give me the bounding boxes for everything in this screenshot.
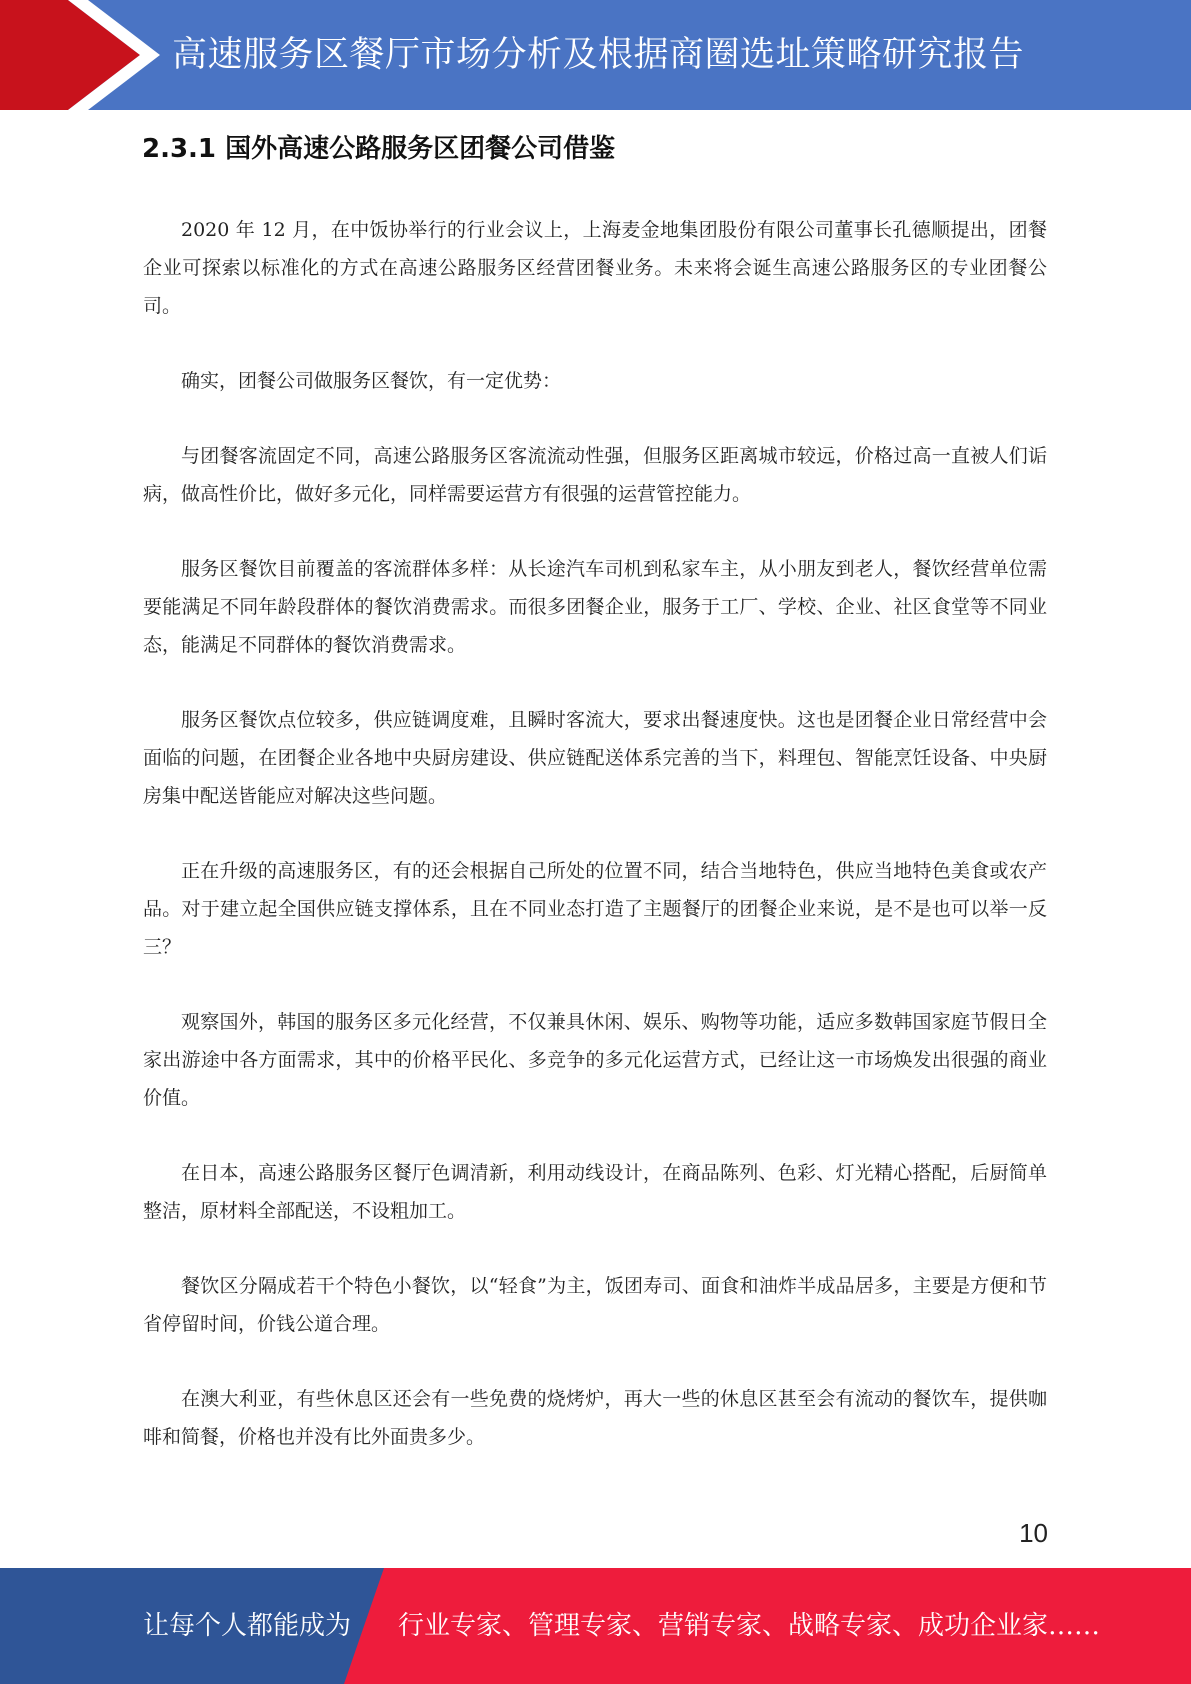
paragraph-8: 在日本，高速公路服务区餐厅色调清新，利用动线设计，在商品陈列、色彩、灯光精心搭配，后厨简单整洁，原材料全部配送，不设粗加工。 [143, 1162, 1047, 1222]
header-chevron-decoration [0, 0, 160, 110]
page-header [0, 0, 1191, 110]
paragraph-9: 餐饮区分隔成若干个特色小餐饮，以“轻食”为主，饭团寿司、面食和油炸半成品居多，主要是方便和节省停留时间，价钱公道合理。 [143, 1275, 1047, 1335]
paragraph-4: 服务区餐饮目前覆盖的客流群体多样：从长途汽车司机到私家车主，从小朋友到老人，餐饮经营单位需要能满足不同年龄段群体的餐饮消费需求。而很多团餐企业，服务于工厂、学校、企业、社区食堂等不同业态，能满足不同群体的餐饮消费需求。 [143, 558, 1047, 656]
header-title: 高速服务区餐厅市场分析及根据商圈选址策略研究报告 [172, 35, 1025, 75]
section-heading: 2.3.1 国外高速公路服务区团餐公司借鉴 [142, 134, 616, 164]
body-content [143, 211, 1047, 1493]
page-footer [0, 1568, 1191, 1684]
paragraph-1: 2020 年 12 月，在中饭协举行的行业会议上，上海麦金地集团股份有限公司董事长孔德顺提出，团餐企业可探索以标准化的方式在高速公路服务区经营团餐业务。未来将会诞生高速公路服务区的专业团餐公司。 [143, 219, 1047, 317]
paragraph-6: 正在升级的高速服务区，有的还会根据自己所处的位置不同，结合当地特色，供应当地特色美食或农产品。对于建立起全国供应链支撑体系，且在不同业态打造了主题餐厅的团餐企业来说，是不是也可以举一反三？ [143, 860, 1047, 958]
footer-slogan-left: 让每个人都能成为 [143, 1611, 352, 1641]
paragraph-7: 观察国外，韩国的服务区多元化经营，不仅兼具休闲、娱乐、购物等功能，适应多数韩国家庭节假日全家出游途中各方面需求，其中的价格平民化、多竞争的多元化运营方式，已经让这一市场焕发出很强的商业价值。 [143, 1011, 1047, 1109]
footer-slogan-right: 行业专家、管理专家、营销专家、战略专家、成功企业家…… [398, 1611, 1101, 1641]
paragraph-3: 与团餐客流固定不同，高速公路服务区客流流动性强，但服务区距离城市较远，价格过高一直被人们诟病，做高性价比，做好多元化，同样需要运营方有很强的运营管控能力。 [143, 445, 1047, 505]
paragraph-10: 在澳大利亚，有些休息区还会有一些免费的烧烤炉，再大一些的休息区甚至会有流动的餐饮车，提供咖啡和简餐，价格也并没有比外面贵多少。 [143, 1388, 1047, 1448]
paragraph-5: 服务区餐饮点位较多，供应链调度难，且瞬时客流大，要求出餐速度快。这也是团餐企业日常经营中会面临的问题，在团餐企业各地中央厨房建设、供应链配送体系完善的当下，料理包、智能烹饪设备、中央厨房集中配送皆能应对解决这些问题。 [143, 709, 1047, 807]
page-number: 10 [1019, 1518, 1048, 1548]
paragraph-2: 确实，团餐公司做服务区餐饮，有一定优势： [181, 370, 562, 392]
